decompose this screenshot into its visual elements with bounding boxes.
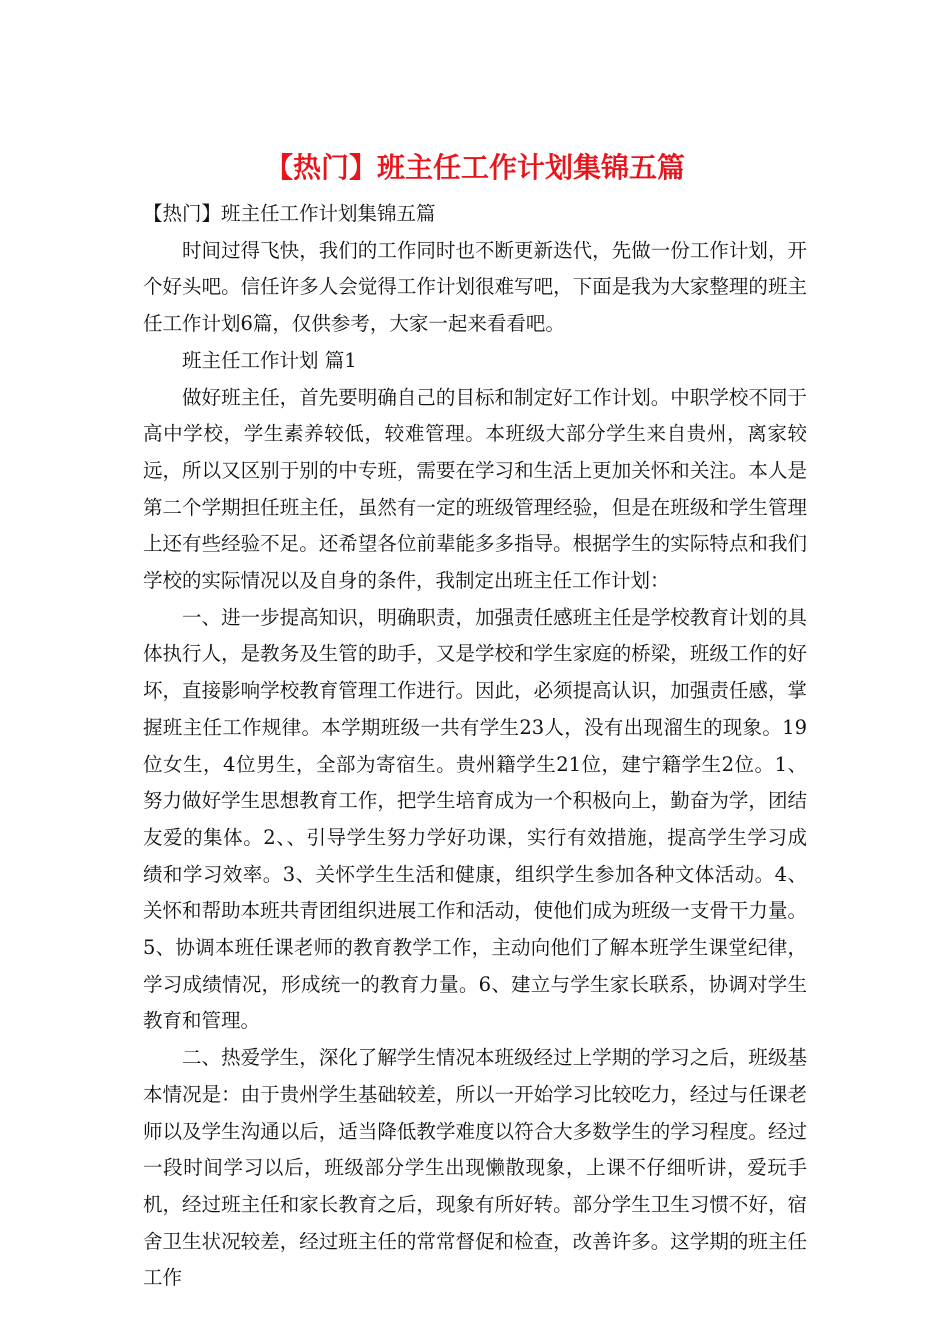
document-title: 【热门】班主任工作计划集锦五篇 [264,151,685,184]
body-paragraph-3: 二、热爱学生，深化了解学生情况本班级经过上学期的学习之后，班级基本情况是：由于贵州学生基础较差，所以一开始学习比较吃力，经过与任课老师以及学生沟通以后，适当降低教学难度以符合大多数学生的学习程度。经过一段时间学习以后，班级部分学生出现懒散现象，上课不仔细听讲，爱玩手机，经过班主任和家长教育之后，现象有所好转。部分学生卫生习惯不好，宿舍卫生状况较差，经过班主任的常常督促和检查，改善许多。这学期的班主任工作 [143,1046,807,1290]
document-subtitle: 【热门】班主任工作计划集锦五篇 [143,202,436,225]
document-body [143,196,807,1297]
body-paragraph-1: 做好班主任，首先要明确自己的目标和制定好工作计划。中职学校不同于高中学校，学生素养较低，较难管理。本班级大部分学生来自贵州，离家较远，所以又区别于别的中专班，需要在学习和生活上更加关怀和关注。本人是第二个学期担任班主任，虽然有一定的班级管理经验，但是在班级和学生管理上还有些经验不足。还希望各位前辈能多多指导。根据学生的实际特点和我们学校的实际情况以及自身的条件，我制定出班主任工作计划： [143,385,807,593]
body-paragraph-2: 一、进一步提高知识，明确职责，加强责任感班主任是学校教育计划的具体执行人，是教务及生管的助手，又是学校和学生家庭的桥梁，班级工作的好坏，直接影响学校教育管理工作进行。因此，必须提高认识，加强责任感，掌握班主任工作规律。本学期班级一共有学生23人，没有出现溜生的现象。19位女生，4位男生，全部为寄宿生。贵州籍学生21位，建宁籍学生2位。1、努力做好学生思想教育工作，把学生培育成为一个积极向上，勤奋为学，团结友爱的集体。2、、引导学生努力学好功课，实行有效措施，提高学生学习成绩和学习效率。3、关怀学生生活和健康，组织学生参加各种文体活动。4、关怀和帮助本班共青团组织进展工作和活动，使他们成为班级一支骨干力量。5、协调本班任课老师的教育教学工作，主动向他们了解本班学生课堂纪律，学习成绩情况，形成统一的教育力量。6、建立与学生家长联系，协调对学生教育和管理。 [143,605,807,1033]
section-heading: 班主任工作计划 篇1 [182,348,357,372]
intro-paragraph: 时间过得飞快，我们的工作同时也不断更新迭代，先做一份工作计划，开个好头吧。信任许多人会觉得工作计划很难写吧，下面是我为大家整理的班主任工作计划6篇，仅供参考，大家一起来看看吧。 [143,238,807,336]
